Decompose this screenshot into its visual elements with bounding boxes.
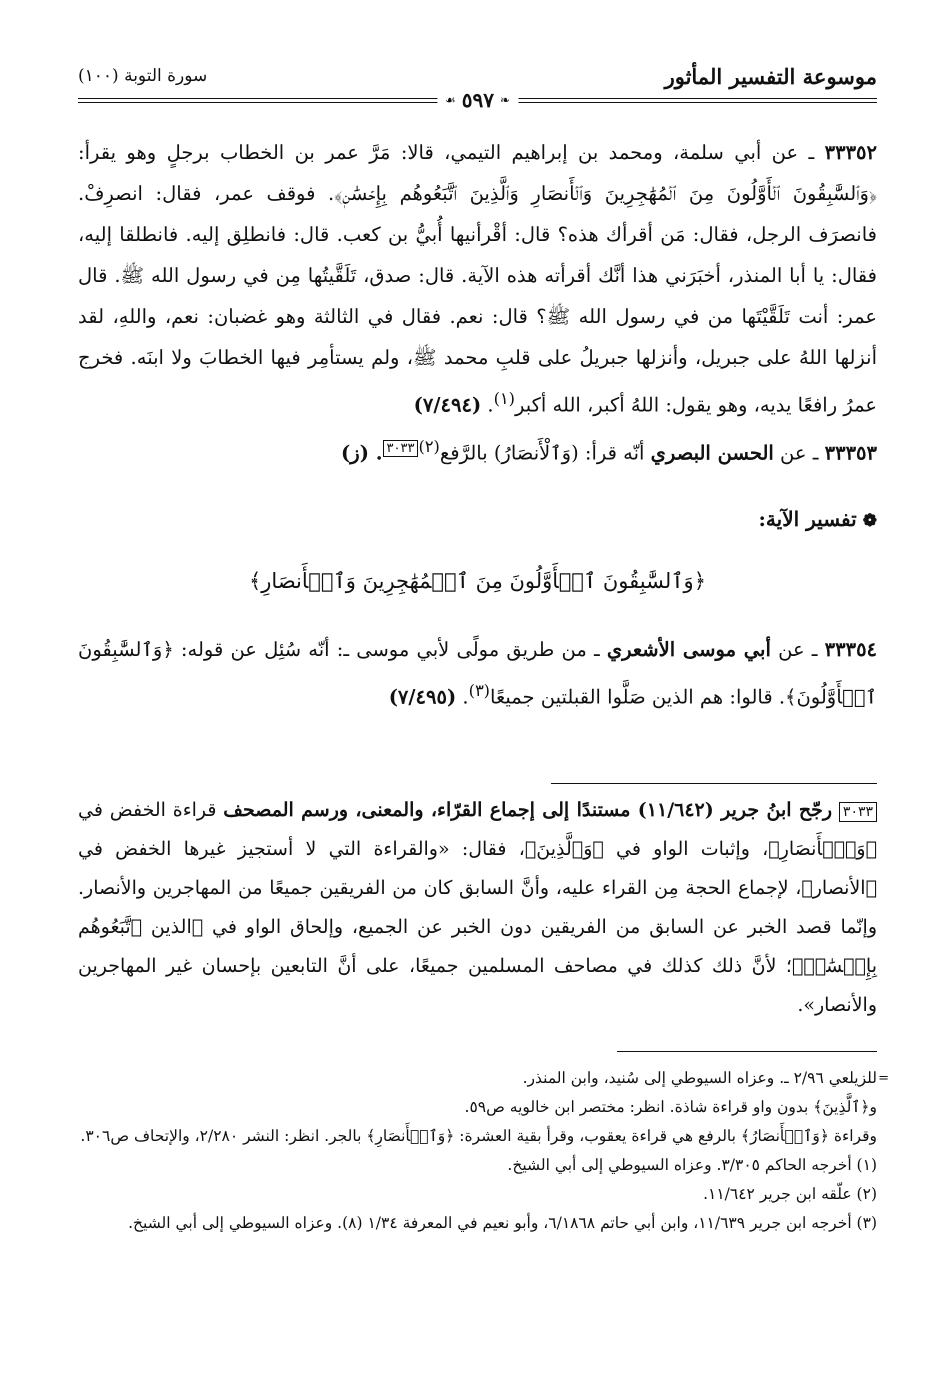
commentary-separator [551, 783, 877, 784]
page-number-block [437, 88, 518, 112]
narration-text: ـ من طريق مولًى لأبي موسى ـ: أنّه سُئِل عن قوله: ﴿وَٱلسَّٰبِقُونَ ٱلۡأَوَّلُونَ﴾. قالوا: هم الذين صَلَّوا القبلتين جميعًا [78, 638, 877, 709]
volume-reference: (٧/٤٩٥) [388, 685, 457, 709]
verse-heading: ﴿وَٱلسَّٰبِقُونَ ٱلۡأَوَّلُونَ مِنَ ٱلۡمُهَٰجِرِينَ وَٱلۡأَنصَارِ﴾ [248, 569, 707, 593]
ornament-icon: ❧ [499, 93, 511, 107]
footnote-1: (١) أخرجه الحاكم ٣/٣٠٥. وعزاه السيوطي إلى أبي الشيخ. [507, 1156, 877, 1174]
footnote-separator [617, 1051, 877, 1052]
narration-33352 [78, 132, 877, 426]
commentary-block [78, 791, 877, 1025]
commentary-number-box: ٣٠٣٣ [839, 802, 877, 822]
commentary-link-box[interactable]: ٣٠٣٣ [383, 440, 419, 457]
footnote-marker: (٣) [468, 681, 491, 700]
narration-number: ٣٣٣٥٢ [824, 141, 878, 164]
source-reference: . (ز) [341, 441, 383, 464]
narration-text: ـ عن [780, 441, 819, 464]
footnotes [78, 1064, 889, 1238]
narration-text: ـ عن أبي سلمة، ومحمد بن إبراهيم التيمي، قالا: مَرَّ عمر بن الخطاب برجلٍ وهو يقرأ: ﴿وَٱلسَّٰبِقُونَ ٱلۡأَوَّلُونَ مِنَ ٱلۡمُهَٰجِرِينَ وَٱلۡأَنصَارِ وَٱلَّذِينَ ٱتَّبَعُوهُم بِإِحۡسَٰنٖ﴾. فوقف عمر، فقال: انصرِفْ. فانصرَف الرجل، فقال: مَن أقرأك هذه؟ قال: أقْرأنيها أُبيُّ بن كعب. قال: فانطلِق إليه. فانطلقا إليه، فقال: يا أبا المنذر، أخبَرَني هذا أنَّك أقرأته هذه الآية. قال: صدق، تَلَقَّيتُها مِن في رسول الله ﷺ. قال عمر: أنت تَلَقَّيْتَها من في رسول الله ﷺ؟ قال: نعم. فقال في الثالثة وهو غضبان: نعم، واللهِ، لقد أنزلها اللهُ على جبريل، وأنزلها جبريلُ على قلبِ محمد ﷺ، ولم يستأمِر فيها الخطابَ ولا ابنَه. فخرج عمرُ رافعًا يديه، وهو يقول: اللهُ أكبر، الله أكبر [78, 141, 877, 417]
footnote-marker: (١) [493, 389, 515, 408]
ornament-icon: ☙ [444, 93, 456, 107]
footnote-line: للزيلعي ٢/٩٦ ـ. وعزاه السيوطي إلى سُنيد، وابن المنذر. [522, 1069, 877, 1087]
commentary-lead: رجّح ابنُ جرير (١١/٦٤٢) مستندًا إلى إجماع القرّاء، والمعنى، ورسم المصحف [223, 799, 833, 821]
footnote-line: و﴿ٱلَّذِينَ﴾ بدون واو قراءة شاذة. انظر: مختصر ابن خالويه ص٥٩. [464, 1098, 877, 1116]
narration-33354 [78, 629, 877, 718]
narrator-name: الحسن البصري [650, 441, 774, 464]
narrator-name: أبي موسى الأشعري [606, 638, 771, 661]
continuation-mark: = [878, 1071, 889, 1086]
narration-text: ـ عن [778, 638, 818, 661]
surah-label: سورة التوبة (١٠٠) [78, 66, 208, 86]
narration-text: أنّه قرأ: (وَٱلْأَنصَارُ) بالرَّفع [439, 441, 645, 464]
book-page [78, 0, 889, 1384]
narration-number: ٣٣٣٥٤ [824, 638, 878, 661]
narration-33353 [78, 426, 877, 474]
narration-number: ٣٣٣٥٣ [824, 441, 877, 464]
page-number: ٥٩٧ [461, 88, 494, 112]
footnote-line: وقراءة ﴿وَٱلۡأَنصَارُ﴾ بالرفع هي قراءة يعقوب، وقرأ بقية العشرة: ﴿وَٱلۡأَنصَارِ﴾ بالجر. انظر: النشر ٢/٢٨٠، والإتحاف ص٣٠٦. [80, 1127, 877, 1145]
section-heading [78, 499, 877, 541]
narration-tail: . [462, 685, 469, 709]
narration-tail: . [487, 393, 494, 417]
section-title: تفسير الآية: [758, 507, 857, 531]
main-text [78, 132, 877, 718]
flower-ornament-icon: ❁ [862, 511, 877, 531]
book-title: موسوعة التفسير المأثور [664, 64, 877, 89]
footnote-2: (٢) علّقه ابن جرير ١١/٦٤٢. [703, 1185, 877, 1203]
footnote-3: (٣) أخرجه ابن جرير ١١/٦٣٩، وابن أبي حاتم ٦/١٨٦٨، وأبو نعيم في المعرفة ١/٣٤ (٨). وعزاه السيوطي إلى أبي الشيخ. [128, 1214, 877, 1232]
running-header [78, 64, 877, 112]
commentary-text: قراءة الخفض في ﴿وَٱلۡأَنصَارِ﴾، وإثبات الواو في ﴿وَٱلَّذِينَ﴾، فقال: «والقراءة التي لا أستجيز غيرها الخفض في ﴿الأنصار﴾، لإجماع الحجة مِن القراء عليه، وأنَّ السابق كان من الفريقين جميعًا من المهاجرين والأنصار. وإنّما قصد الخبر عن السابق من الفريقين دون الخبر عن الجميع، وإلحاق الواو في ﴿الذين ٱتَّبَعُوهُم بِإِحۡسَٰنٖ﴾؛ لأنَّ ذلك كذلك في مصاحف المسلمين جميعًا، على أنَّ التابعين بإحسان غير المهاجرين والأنصار». [78, 799, 877, 1016]
volume-reference: (٧/٤٩٤) [413, 393, 482, 417]
footnote-marker: (٢) [418, 436, 440, 456]
